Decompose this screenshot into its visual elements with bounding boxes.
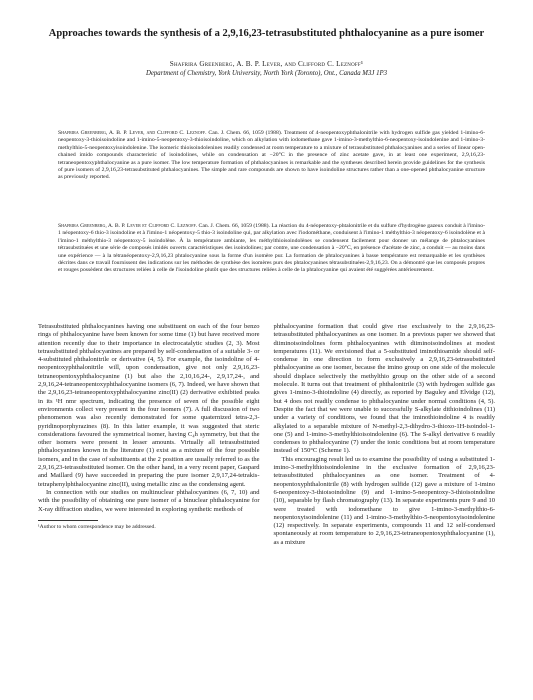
body-paragraph: phthalocyanine formation that could give rise exclusively to the 2,9,16,23-tetrasubstituted phthalocyanines as one isomer. In a previous paper we showed that diiminoisoindolines form phthalocyanines with diiminoisoindolines at modest temperatures (11). We envisioned that a 5-substituted iminothioamide should self-condense in one direction to form exclusively a 2,9,16,23-tetrasubstituted phthalocyanine as one isomer, because the imino group on one side of the molecule should displace selectively the methylthio group on the other side of a second molecule. It turns out that treatment of phthalonitrile (3) with hydrogen sulfide gas gives 1-imino-3-thioindoline (4) directly, as reported by Baguley and Elvidge (12), but 4 does not readily condense to phthalocyanine under normal conditions (4, 5). Despite the fact that we were unable to successfully S-alkylate dithioindolines (11) under a variety of conditions, we found that the iminothioindoline 4 is readily alkylated to a separable mixture of N-methyl-2,3-dihydro-3-thioxo-1H-isoindol-1-one (5) and 1-imino-3-methylthioisoindolenine (6). The S-alkyl derivative 6 readily condenses to phthalocyanine (7) under the ionic conditions but at room temperature instead of 150°C (Scheme 1). [273,323,495,455]
body-column-left [38,323,260,547]
paper-title: Approaches towards the synthesis of a 2,9,16,23-tetrasubstituted phthalocyanine as a pure isomer [48,28,485,39]
footnote-divider [38,520,98,521]
body-column-right [274,323,496,547]
author-line: Shafrira Greenberg, A. B. P. Lever, and Clifford C. Leznoff¹ [169,60,364,68]
footnote: ¹Author to whom correspondence may be addressed. [38,523,156,530]
abstract-fr-citation-authors: Shafrira Greenberg, A. B. P. Lever et Clifford C. Leznoff. [58,223,198,229]
body-paragraph: In connection with our studies on multinuclear phthalocyanines (6, 7, 10) and with the possibility of obtaining one pure isomer of a binuclear phthalocyanine for X-ray diffraction studies, we were interested in exploring synthetic methods of [38,488,260,513]
abstract-english [58,130,485,182]
abstract-french [58,223,485,275]
body-paragraph: Tetrasubstituted phthalocyanines having one substituent on each of the four benzo rings of phthalocyanine have been known for some time (1) but have received more attention recently due to their importance in electrocatalytic studies (2, 3). Most tetrasubstituted phthalocyanines are prepared by self-condensation of a suitable 3- or 4-substituted phthalonitrile or derivative (4, 5). For example, the isoindoline of 4-neopentoxyphthalonitrile will, upon condensation, give not only 2,9,16,23-tetraneopentoxyphthalocyanine (1) but also the 2,10,16,24-, 2,9,17,24-, and 2,9,16,24-tetraneopentoxyphthalocyanine isomers (6, 7). Indeed, we have shown that the 2,9,16,23-tetraneopentoxyphthalocyanine zinc(II) (2) derivative exhibited peaks in its ¹H nmr spectrum, indicating the presence of seven of the possible eight environments collect very present in the four isomers (7). A full discussion of two phenomenon was also recently demonstrated for some quaternized tetra-2,3-pyridinoporphyrazines (8). In this latter example, it was suggested that steric considerations favoured the symmetrical isomer, having C₄h symmetry, but that the other isomers were present in lesser amounts. Virtually all tetrasubstituted phthalocyanines known in the literature (1) exist as a mixture of the four possible isomers, and in the case of substituents at the 2 position are usually referred to as the 2,9,16,23-tetrasubstituted isomer. On the other hand, in a very recent paper, Gaspard and Maillard (9) have succeeded in preparing the pure isomer 2,9,17,24-tetrakis-tetraphenylphthalocyanine zinc(II), using metallic zinc as the condensing agent. [38,323,260,488]
abstract-fr-citation-journal: Can. J. Chem. 66, 1059 (1988). [197,223,270,229]
abstract-en-citation-authors: Shafrira Greenberg, A. B. P. Lever, and Clifford C. Leznoff. [58,130,207,136]
abstract-en-citation-journal: Can. J. Chem. 66, 1059 (1988). [206,130,283,136]
abstract-fr-text: La réaction du 4-néopentoxy-phtalonitrile et du sulfure d'hydrogène gazeux conduit à l'imino-1 néopentoxy-6 thio-3 isoindoline et à l'imino-1 néopentoxy-5 thio-3 isoindoline qui, par alkylation avec l'iodométhane, conduisent à l'imino-1 méthylthio-3 néopentoxy-6 isoindolène et à l'imino-1 méthylthio-3 néopentoxy-5 isoindolène. À la température ambiante, les méthylthioisoindolènes se condensent facilement pour donner un mélange de phtalocyanines tétrasubstituées et une série de composés imidés ouverts caractéristiques des isoindolines; par contre, une condensation à −20°C, en présence d'acétate de zinc, a conduit — au moins dans une expérience — à la tétranéopentoxy-2,9,16,23 phtalocyanine sous la forme d'un isomère pur. La formation de phtalocyanines à basse température est remarquable et les synthèses décrites dans ce travail fournissent des indications sur les méthodes de synthèse des isomères purs des phtalocyanines tétrasubstituées-2,9,16,23. On a démontré que les composés propres et rouges possèdent des structures reliées à celle de l'isoindoline plutôt que des structures reliées à celle de la phtalocyanine qui avaient été suggérées antérieurement. [58,223,486,274]
affiliation: Department of Chemistry, York University, North York (Toronto), Ont., Canada M3J 1P3 [145,70,388,77]
abstract-en-text: Treatment of 4-neopentoxyphthalonitrile with hydrogen sulfide gas yielded 1-imino-6-neopentoxy-3-thioisoindoline and 1-imino-5-neopentoxy-3-thioisoindoline, which on alkylation with iodomethane gave 1-imino-3-methylthio-6-neopentoxy-isoindolenine and 1-imino-3-methylthio-5-neopentoxyisoindolenine. The isomeric thioisoindolenines readily condensed at room temperature to a mixture of tetrasubstituted phthalocyanines and a series of linear open-chained imido compounds characteristic of isoindolines, while on condensation at −20°C in the presence of zinc acetate gave, in at least one experiment, 2,9,16,23-tetraneopentoxyphthalocyanine as a pure isomer. The low temperature formation of phthalocyanines is remarkable and the syntheses described herein provide guidelines for the synthesis of pure isomers of 2,9,16,23-tetrasubstituted phthalocyanines. The simple and rare compounds are shown to have isoindoline structures rather than a one-opened phthalocyanine structure as previously reported. [58,130,485,181]
body-paragraph: This encouraging result led us to examine the possibility of using a substituted 1-imino-3-methylthioisoindolenine in the exclusive formation of 2,9,16,23-tetrasubstituted phthalocyanines as one isomer. Treatment of 4-neopentoxyphthalonitrile (8) with hydrogen sulfide (12) gave a mixture of 1-imino 6-neopentoxy-3-thioisoindoline (9) and 1-imino-5-neopentoxy-3-thioisoindoline (10), separable by flash chromatography (13). In separate experiments pure 9 and 10 were treated with iodomethane to give 1-imino-3-methylthio-6-neopentoxyisoindolenine (11) and 1-imino-3-methylthio-5-neopentoxyisoindolenine (12) respectively. In separate experiments, compounds 11 and 12 self-condensed spontaneously at room temperature to 2,9,16,23-tetraneopentoxyphthalocyanine (1), as a mixture [273,455,495,546]
body-columns [38,323,495,547]
